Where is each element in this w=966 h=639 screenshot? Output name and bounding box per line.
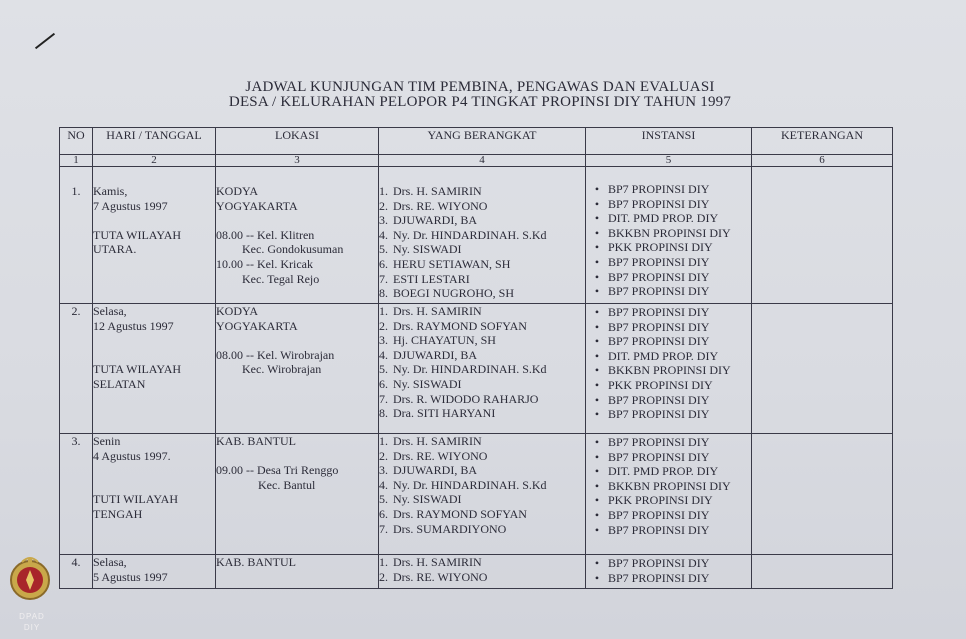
participant-item: 7. Drs. SUMARDIYONO	[379, 521, 507, 536]
area-label: SELATAN	[93, 376, 146, 391]
participant-item: 2. Drs. RE. WIYONO	[379, 198, 488, 213]
remarks-cell	[752, 167, 893, 304]
participant-item: 1. Drs. H. SAMIRIN	[379, 555, 482, 569]
agency-item: • DIT. PMD PROP. DIY	[594, 211, 719, 226]
agency-item: • BP7 PROPINSI DIY	[594, 407, 710, 422]
day-label: Senin	[93, 434, 121, 448]
pen-mark	[35, 33, 55, 49]
district-label: Kec. Tegal Rejo	[242, 271, 320, 286]
location-cell	[216, 434, 379, 555]
location-cell	[216, 167, 379, 304]
agency-item: • BP7 PROPINSI DIY	[594, 522, 710, 537]
agency-item: • DIT. PMD PROP. DIY	[594, 348, 719, 363]
participant-item: 4. Ny. Dr. HINDARDINAH. S.Kd	[379, 227, 547, 242]
participant-item: 8. Dra. SITI HARYANI	[379, 406, 496, 421]
participants-cell	[379, 304, 586, 434]
header-row	[60, 128, 893, 155]
region-label: YOGYAKARTA	[216, 318, 298, 333]
col-number: 6	[752, 155, 893, 167]
col-number: 1	[60, 155, 93, 167]
agency-cell	[586, 555, 752, 589]
participant-item: 6. HERU SETIAWAN, SH	[379, 256, 511, 271]
agency-item: • BP7 PROPINSI DIY	[594, 392, 710, 407]
participant-item: 1. Drs. H. SAMIRIN	[379, 434, 482, 448]
agency-item: • DIT. PMD PROP. DIY	[594, 464, 719, 479]
stamp-text: DPAD	[19, 612, 45, 621]
participant-item: 1. Drs. H. SAMIRIN	[379, 304, 482, 318]
remarks-cell	[752, 304, 893, 434]
agency-item: • BKKBN PROPINSI DIY	[594, 363, 731, 378]
table-row	[60, 167, 893, 304]
row-number: 2.	[60, 304, 93, 434]
emblem-icon	[6, 548, 58, 610]
participant-item: 8. BOEGI NUGROHO, SH	[379, 286, 515, 301]
remarks-cell	[752, 555, 893, 589]
region-label: KODYA	[216, 184, 258, 198]
participant-item: 4. Ny. Dr. HINDARDINAH. S.Kd	[379, 477, 547, 492]
day-label: Selasa,	[93, 555, 127, 569]
participant-item: 2. Drs. RE. WIYONO	[379, 448, 488, 463]
agency-item: • PKK PROPINSI DIY	[594, 377, 713, 392]
table-row	[60, 434, 893, 555]
district-label: Kec. Gondokusuman	[242, 242, 344, 257]
date-label: 7 Agustus 1997	[93, 198, 168, 213]
participant-item: 3. DJUWARDI, BA	[379, 213, 477, 228]
area-label: TENGAH	[93, 506, 143, 521]
agency-item: • BP7 PROPINSI DIY	[594, 570, 710, 585]
col-header-date: HARI / TANGGAL	[93, 128, 216, 155]
participant-item: 5. Ny. SISWADI	[379, 492, 462, 507]
row-number: 4.	[60, 555, 93, 589]
col-number: 2	[93, 155, 216, 167]
date-label: 12 Agustus 1997	[93, 318, 174, 333]
day-label: Selasa,	[93, 304, 127, 318]
date-cell	[93, 167, 216, 304]
date-label: 4 Agustus 1997.	[93, 448, 171, 463]
region-label: KAB. BANTUL	[216, 434, 296, 448]
agency-item: • BP7 PROPINSI DIY	[594, 196, 710, 211]
participant-item: 2. Drs. RE. WIYONO	[379, 569, 488, 584]
row-number: 1.	[60, 167, 93, 304]
col-header-no: NO	[60, 128, 93, 155]
region-label: KAB. BANTUL	[216, 555, 296, 569]
participant-item: 3. Hj. CHAYATUN, SH	[379, 333, 496, 348]
area-label: TUTI WILAYAH	[93, 492, 178, 507]
date-cell	[93, 555, 216, 589]
participant-item: 2. Drs. RAYMOND SOFYAN	[379, 318, 527, 333]
participant-item: 4. DJUWARDI, BA	[379, 347, 477, 362]
document-title: JADWAL KUNJUNGAN TIM PEMBINA, PENGAWAS DAN EVALUASI	[245, 79, 715, 95]
participant-item: 6. Drs. RAYMOND SOFYAN	[379, 506, 527, 521]
participants-cell	[379, 167, 586, 304]
agency-item: • BP7 PROPINSI DIY	[594, 556, 710, 570]
agency-item: • BP7 PROPINSI DIY	[594, 435, 710, 449]
participant-item: 5. Ny. Dr. HINDARDINAH. S.Kd	[379, 362, 547, 377]
agency-item: • BKKBN PROPINSI DIY	[594, 225, 731, 240]
document-subtitle: DESA / KELURAHAN PELOPOR P4 TINGKAT PROPINSI DIY TAHUN 1997	[228, 94, 732, 110]
visit-time: 08.00 -- Kel. Klitren	[216, 227, 315, 242]
participant-item: 7. ESTI LESTARI	[379, 271, 470, 286]
col-header-participants: YANG BERANGKAT	[379, 128, 586, 155]
date-cell	[93, 304, 216, 434]
row-number: 3.	[60, 434, 93, 555]
participant-item: 5. Ny. SISWADI	[379, 242, 462, 257]
participants-cell	[379, 555, 586, 589]
agency-item: • BP7 PROPINSI DIY	[594, 319, 710, 334]
area-label: TUTA WILAYAH	[93, 362, 182, 377]
region-label: KODYA	[216, 304, 258, 318]
district-label: Kec. Wirobrajan	[242, 362, 322, 377]
col-number: 5	[586, 155, 752, 167]
agency-item: • PKK PROPINSI DIY	[594, 493, 713, 508]
visit-time: 10.00 -- Kel. Kricak	[216, 256, 313, 271]
location-cell	[216, 304, 379, 434]
agency-item: • BP7 PROPINSI DIY	[594, 269, 710, 284]
col-header-remarks: KETERANGAN	[752, 128, 893, 155]
col-number: 3	[216, 155, 379, 167]
col-number: 4	[379, 155, 586, 167]
agency-cell	[586, 167, 752, 304]
area-label: TUTA WILAYAH	[93, 227, 182, 242]
remarks-cell	[752, 434, 893, 555]
location-cell	[216, 555, 379, 589]
agency-item: • BP7 PROPINSI DIY	[594, 334, 710, 349]
agency-item: • BP7 PROPINSI DIY	[594, 254, 710, 269]
participant-item: 1. Drs. H. SAMIRIN	[379, 184, 482, 198]
participant-item: 6. Ny. SISWADI	[379, 376, 462, 391]
visit-time: 09.00 -- Desa Tri Renggo	[216, 463, 339, 478]
agency-cell	[586, 304, 752, 434]
agency-cell	[586, 434, 752, 555]
district-label: Kec. Bantul	[258, 477, 316, 492]
table-row	[60, 304, 893, 434]
participant-item: 3. DJUWARDI, BA	[379, 463, 477, 478]
table-row	[60, 555, 893, 589]
date-label: 5 Agustus 1997	[93, 569, 168, 584]
col-header-location: LOKASI	[216, 128, 379, 155]
date-cell	[93, 434, 216, 555]
agency-item: • BP7 PROPINSI DIY	[594, 507, 710, 522]
stamp-text: DIY	[23, 623, 41, 632]
column-number-row	[60, 155, 893, 167]
schedule-table	[59, 127, 893, 589]
day-label: Kamis,	[93, 184, 128, 198]
region-label: YOGYAKARTA	[216, 198, 298, 213]
agency-item: • PKK PROPINSI DIY	[594, 240, 713, 255]
agency-item: • BKKBN PROPINSI DIY	[594, 478, 731, 493]
participants-cell	[379, 434, 586, 555]
agency-item: • BP7 PROPINSI DIY	[594, 305, 710, 319]
visit-time: 08.00 -- Kel. Wirobrajan	[216, 347, 335, 362]
participant-item: 7. Drs. R. WIDODO RAHARJO	[379, 391, 539, 406]
area-label: UTARA.	[93, 242, 137, 257]
agency-item: • BP7 PROPINSI DIY	[594, 449, 710, 464]
agency-item: • BP7 PROPINSI DIY	[594, 284, 710, 299]
col-header-agency: INSTANSI	[586, 128, 752, 155]
agency-item: • BP7 PROPINSI DIY	[594, 182, 710, 196]
